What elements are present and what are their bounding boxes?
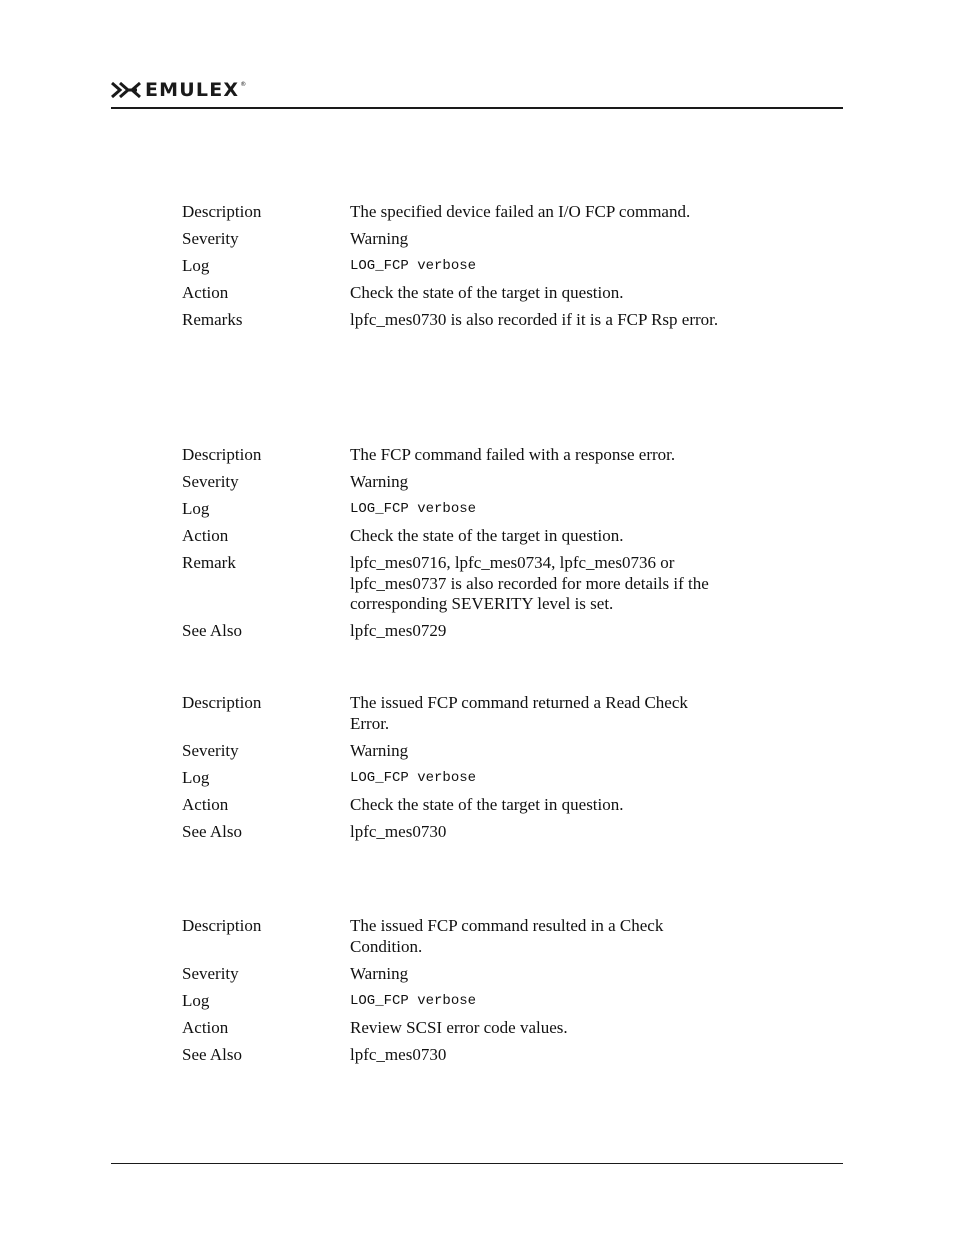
row-value: lpfc_mes0730 is also recorded if it is a FCP Rsp error. — [350, 310, 719, 329]
row-label: Description — [182, 693, 262, 712]
row-label: Log — [182, 499, 210, 518]
remark-row — [182, 553, 742, 615]
row-label: Description — [182, 202, 262, 221]
row-label: Severity — [182, 472, 239, 491]
log-row — [182, 991, 742, 1012]
log-row — [182, 768, 742, 789]
row-label: Action — [182, 526, 229, 545]
action-row — [182, 795, 742, 816]
row-label: Remarks — [182, 310, 243, 329]
severity-row — [182, 472, 742, 493]
logo-trademark: ® — [240, 81, 247, 88]
log-row — [182, 256, 742, 277]
remarks-row — [182, 310, 742, 331]
row-value: Warning — [350, 229, 409, 248]
row-value: Warning — [350, 472, 409, 491]
row-value: The FCP command failed with a response error. — [350, 445, 676, 464]
row-label: See Also — [182, 1044, 242, 1064]
description-row — [182, 693, 742, 734]
row-label: See Also — [182, 621, 242, 640]
row-label: Remark — [182, 553, 236, 572]
row-label: Log — [182, 767, 210, 787]
row-value: Review SCSI error code values. — [350, 1017, 568, 1037]
row-value: LOG_FCP verbose — [350, 258, 477, 274]
row-value: LOG_FCP verbose — [350, 501, 477, 517]
row-value: The issued FCP command resulted in a Check Condition. — [350, 916, 664, 956]
row-value: LOG_FCP verbose — [350, 769, 477, 786]
action-row — [182, 526, 742, 547]
action-row — [182, 1018, 742, 1039]
page-header — [111, 78, 246, 102]
severity-row — [182, 229, 742, 250]
row-label: Action — [182, 794, 229, 814]
see-also-row — [182, 822, 742, 843]
row-value: The specified device failed an I/O FCP command. — [350, 202, 691, 221]
message-entry — [182, 202, 742, 337]
severity-row — [182, 741, 742, 762]
message-entry — [182, 693, 742, 849]
row-value: Check the state of the target in question. — [350, 526, 624, 545]
row-value: lpfc_mes0730 — [350, 1044, 447, 1064]
row-value: lpfc_mes0716, lpfc_mes0734, lpfc_mes0736 or lpfc_mes0737 is also recorded for more details if the corresponding SEVERITY level is set. — [350, 553, 709, 613]
message-entry — [182, 445, 742, 648]
description-row — [182, 202, 742, 223]
row-label: Severity — [182, 229, 239, 248]
logo-text: EMULEX — [145, 79, 240, 101]
row-value: LOG_FCP verbose — [350, 992, 477, 1009]
row-value: lpfc_mes0730 — [350, 821, 447, 841]
row-label: Severity — [182, 740, 239, 760]
row-label: Action — [182, 1017, 229, 1037]
row-label: Severity — [182, 963, 239, 983]
see-also-row — [182, 1045, 742, 1066]
row-value: Check the state of the target in question. — [350, 794, 624, 814]
row-label: Log — [182, 990, 210, 1010]
header-rule — [111, 107, 843, 109]
row-value: The issued FCP command returned a Read Check Error. — [350, 693, 688, 733]
emulex-logo-icon — [111, 81, 141, 99]
row-label: Log — [182, 256, 210, 275]
row-label: Action — [182, 283, 229, 302]
footer-rule — [111, 1163, 843, 1164]
row-value: Warning — [350, 963, 409, 983]
description-row — [182, 445, 742, 466]
description-row — [182, 916, 742, 957]
row-label: Description — [182, 445, 262, 464]
row-label: See Also — [182, 821, 242, 841]
log-row — [182, 499, 742, 520]
action-row — [182, 283, 742, 304]
see-also-row — [182, 621, 742, 642]
message-entry — [182, 916, 742, 1072]
row-value: Check the state of the target in question. — [350, 283, 624, 302]
row-value: lpfc_mes0729 — [350, 621, 447, 640]
severity-row — [182, 964, 742, 985]
row-value: Warning — [350, 740, 409, 760]
row-label: Description — [182, 916, 262, 935]
